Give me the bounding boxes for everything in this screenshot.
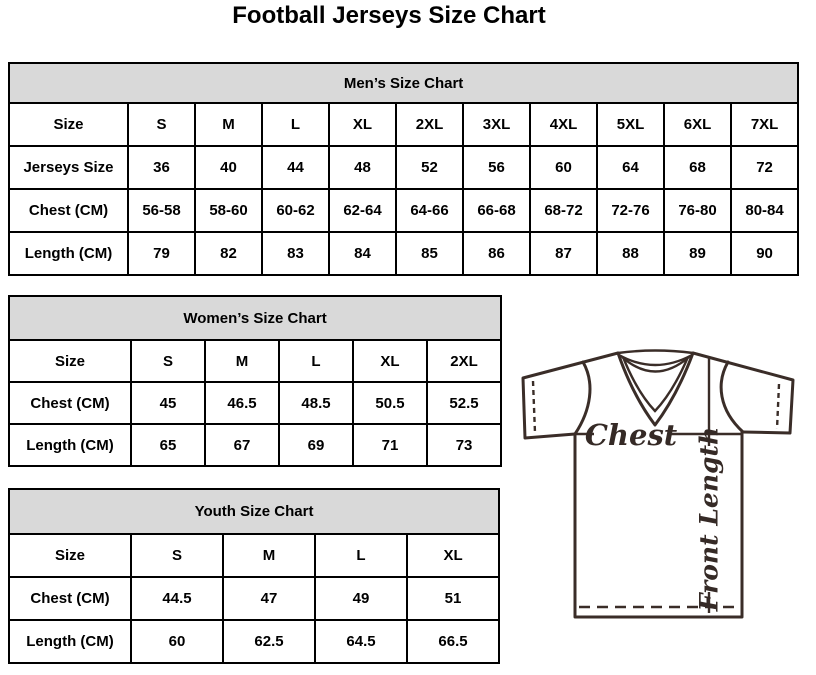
table-cell: 49 [315, 577, 407, 620]
jersey-collar-top-edge [618, 351, 693, 354]
table-cell: XL [329, 103, 396, 146]
table-cell: 50.5 [353, 382, 427, 424]
table-cell: 47 [223, 577, 315, 620]
table-cell: 44.5 [131, 577, 223, 620]
row-label: Size [9, 103, 128, 146]
youth-size-table [8, 488, 500, 664]
table-cell: 73 [427, 424, 501, 466]
page-title: Football Jerseys Size Chart [232, 2, 546, 29]
table-cell: 86 [463, 232, 530, 275]
table-cell: M [195, 103, 262, 146]
table-cell: 56 [463, 146, 530, 189]
table-cell: 67 [205, 424, 279, 466]
table-cell: 87 [530, 232, 597, 275]
table-row [9, 620, 499, 663]
table-row [9, 340, 501, 382]
table-cell: 60 [530, 146, 597, 189]
table-cell: 84 [329, 232, 396, 275]
table-cell: 7XL [731, 103, 798, 146]
table-cell: 6XL [664, 103, 731, 146]
table-cell: L [315, 534, 407, 577]
table-title: Youth Size Chart [9, 489, 499, 534]
table-cell: 71 [353, 424, 427, 466]
table-cell: 68-72 [530, 189, 597, 232]
table-cell: 60 [131, 620, 223, 663]
table-header-row [9, 63, 798, 103]
jersey-right-cuff-dashed-line [777, 384, 779, 429]
table-row [9, 424, 501, 466]
table-cell: XL [407, 534, 499, 577]
table-cell: 83 [262, 232, 329, 275]
jersey-right-armhole-seam [721, 362, 743, 432]
table-cell: 52.5 [427, 382, 501, 424]
table-cell: 64.5 [315, 620, 407, 663]
table-cell: 69 [279, 424, 353, 466]
table-cell: 82 [195, 232, 262, 275]
row-label: Chest (CM) [9, 577, 131, 620]
table-cell: 45 [131, 382, 205, 424]
table-cell: 66-68 [463, 189, 530, 232]
row-label: Chest (CM) [9, 189, 128, 232]
table-cell: 85 [396, 232, 463, 275]
table-cell: 2XL [427, 340, 501, 382]
table-cell: S [128, 103, 195, 146]
table-cell: 65 [131, 424, 205, 466]
table-cell: M [205, 340, 279, 382]
table-title: Men’s Size Chart [9, 63, 798, 103]
table-header-row [9, 296, 501, 340]
table-cell: 89 [664, 232, 731, 275]
table-cell: S [131, 340, 205, 382]
table-header-row [9, 489, 499, 534]
table-row [9, 382, 501, 424]
table-cell: 72-76 [597, 189, 664, 232]
table-cell: 5XL [597, 103, 664, 146]
table-cell: 76-80 [664, 189, 731, 232]
table-cell: L [262, 103, 329, 146]
table-cell: 58-60 [195, 189, 262, 232]
table-row [9, 534, 499, 577]
table-cell: 66.5 [407, 620, 499, 663]
table-cell: 72 [731, 146, 798, 189]
table-cell: 51 [407, 577, 499, 620]
table-cell: 48 [329, 146, 396, 189]
table-row [9, 189, 798, 232]
row-label: Length (CM) [9, 232, 128, 275]
table-cell: 3XL [463, 103, 530, 146]
table-row [9, 232, 798, 275]
row-label: Size [9, 340, 131, 382]
table-cell: 88 [597, 232, 664, 275]
table-cell: 2XL [396, 103, 463, 146]
jersey-diagram [513, 348, 805, 640]
chest-label: Chest [584, 418, 678, 452]
table-cell: 64-66 [396, 189, 463, 232]
table-cell: 79 [128, 232, 195, 275]
table-cell: 40 [195, 146, 262, 189]
front-length-label: Front Length [694, 426, 724, 612]
table-cell: 80-84 [731, 189, 798, 232]
womens-size-table [8, 295, 502, 467]
table-cell: XL [353, 340, 427, 382]
table-cell: 44 [262, 146, 329, 189]
table-cell: 60-62 [262, 189, 329, 232]
mens-size-table [8, 62, 799, 276]
row-label: Length (CM) [9, 620, 131, 663]
table-row [9, 146, 798, 189]
table-cell: 56-58 [128, 189, 195, 232]
row-label: Jerseys Size [9, 146, 128, 189]
table-row [9, 103, 798, 146]
table-cell: 90 [731, 232, 798, 275]
row-label: Size [9, 534, 131, 577]
table-cell: 68 [664, 146, 731, 189]
row-label: Chest (CM) [9, 382, 131, 424]
table-cell: 4XL [530, 103, 597, 146]
table-cell: 62.5 [223, 620, 315, 663]
table-cell: 64 [597, 146, 664, 189]
jersey-left-cuff-dashed-line [533, 381, 535, 433]
table-cell: M [223, 534, 315, 577]
table-cell: L [279, 340, 353, 382]
table-title: Women’s Size Chart [9, 296, 501, 340]
table-cell: S [131, 534, 223, 577]
row-label: Length (CM) [9, 424, 131, 466]
table-cell: 46.5 [205, 382, 279, 424]
table-cell: 36 [128, 146, 195, 189]
table-row [9, 577, 499, 620]
table-cell: 52 [396, 146, 463, 189]
table-cell: 62-64 [329, 189, 396, 232]
table-cell: 48.5 [279, 382, 353, 424]
